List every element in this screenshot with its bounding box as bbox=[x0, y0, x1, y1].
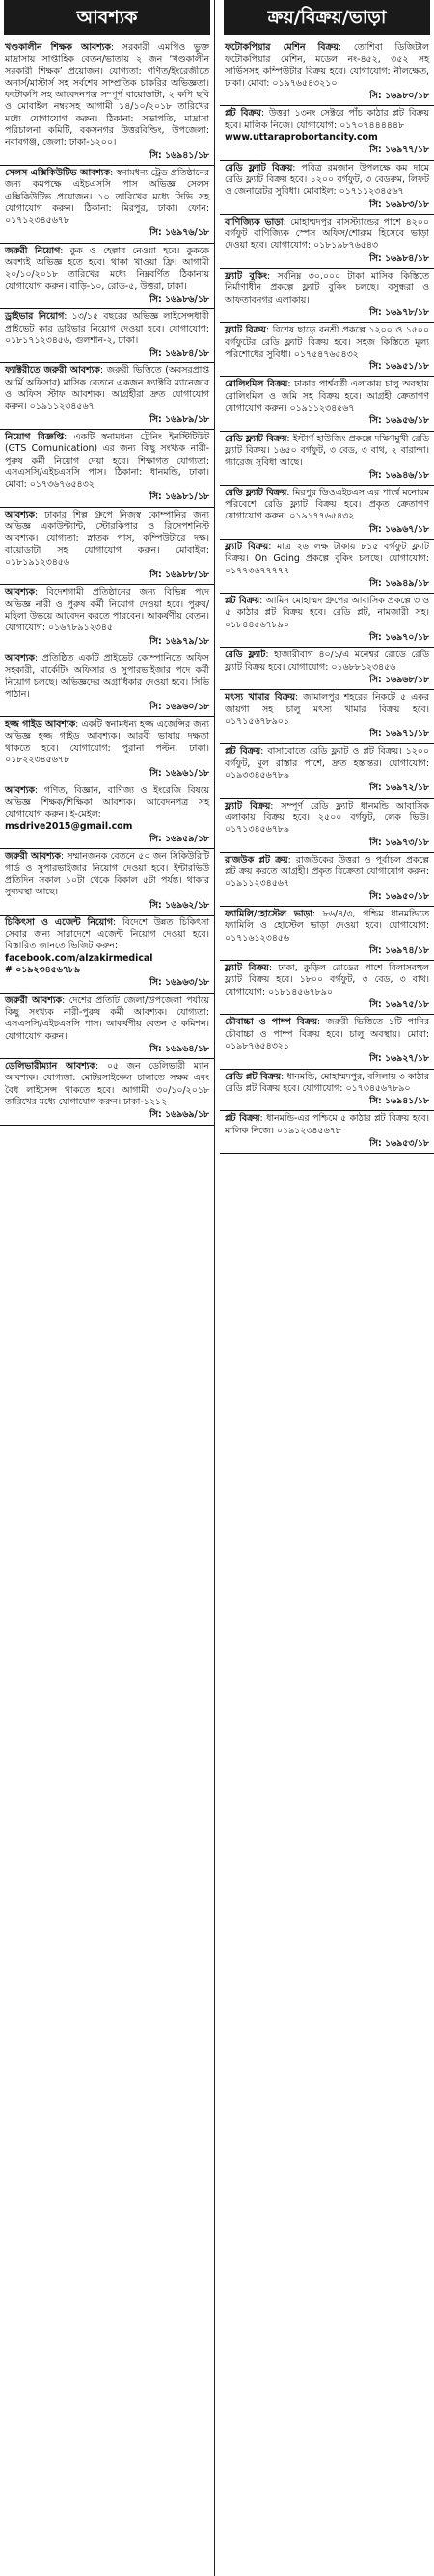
classified-ad bbox=[0, 508, 214, 586]
ad-reference-number: সি: ১৬৯৮৬/১৮ bbox=[149, 293, 209, 305]
ad-reference-number: সি: ১৬৯৮১/১৮ bbox=[149, 491, 209, 503]
ad-body: : একটি স্বনামধন্য ট্রেনিং ইনস্টিটিউট (GTS Comunication) এর জন্য কিছু সংখ্যক নারী-পুরুষ কর্মী নিয়োগ দেয়া হবে। শিক্ষাগত যোগ্যতা: এসএসসি/এইচএসসি পাস। ঠিকানা: ধানমন্ডি, ঢাকা। মোবা: ০১৭৩৬৭৬৫৪৩২ bbox=[5, 431, 209, 491]
classified-ad bbox=[220, 106, 434, 160]
ad-reference-number: সি: ১৬৯৫৩/১৮ bbox=[369, 1138, 429, 1150]
ad-body: : ধানমন্ডি-এর পশ্চিমে ৫ কাঠার প্লট বিক্রয় হবে। মালিক নিজে। ০১৯১২৩৪৫৬৭৮ bbox=[225, 1113, 429, 1136]
ad-reference-number: সি: ১৬৯৪১/১৮ bbox=[149, 149, 209, 161]
classified-ad bbox=[0, 717, 214, 783]
ad-body: : মিরপুর ডিওএইচএস এর পার্শ্বে মনোরম পরিবেশে রেডি ফ্ল্যাট বিক্রয় হবে। প্রকৃত ক্রেতাগণ যোগাযোগ করুন: ০১৯১৭৭৬৫৪৩২ bbox=[225, 487, 429, 522]
ad-reference-number: সি: ১৬৯৬২/১৮ bbox=[149, 899, 209, 911]
ad-title: বাণিজ্যিক ভাড়া bbox=[225, 216, 284, 227]
ad-reference-number: সি: ১৬৯৫১/১৮ bbox=[369, 361, 429, 373]
ad-reference-number: সি: ১৬৯৬০/১৮ bbox=[149, 702, 209, 713]
classified-ad bbox=[220, 648, 434, 690]
ad-reference-number: সি: ১৬৯৬৭/১৮ bbox=[369, 523, 429, 535]
classified-ad bbox=[220, 161, 434, 215]
ad-title: ডেলিভারীম্যান আবশ্যক bbox=[5, 1061, 96, 1073]
classified-ad bbox=[0, 994, 214, 1059]
ad-body: : পবিত্র রমজান উপলক্ষে কম দামে রেডি ফ্ল্যাট বিক্রয় হবে। ১২০০ বর্গফুট, ৩ বেডরুম, লিফট ও জেনারেটর সুবিধা। মোবাইল: ০১৭১১২৩৪৫৬৭ bbox=[225, 162, 429, 198]
classified-ad bbox=[220, 377, 434, 431]
ad-reference-number: সি: ১৬৯৭৬/১৮ bbox=[149, 227, 209, 239]
ad-reference-number: সি: ১৬৯৭১/১৮ bbox=[369, 729, 429, 740]
ad-reference-number: সি: ১৬৯৭০/১৮ bbox=[369, 632, 429, 644]
classified-ad bbox=[220, 1015, 434, 1069]
classified-ad bbox=[0, 783, 214, 849]
ad-title: ফ্ল্যাট বুকিং bbox=[225, 271, 268, 282]
classified-ad bbox=[0, 916, 214, 994]
classified-ad bbox=[0, 849, 214, 915]
ad-reference-number: সি: ১৬৯৬৯/১৮ bbox=[149, 1109, 209, 1121]
ad-body: : বিশেষ ছাড়ে বনশ্রী প্রকল্পে ১২০০ ও ১৫০০ বর্গফুটের রেডি ফ্ল্যাট বিক্রয় হবে। সহজ কিস্তিতে মূল্য পরিশোধের সুবিধা। ০১৭৫৪৭৬৫৪৩২ bbox=[225, 325, 429, 359]
ad-body: : সর্বনিম্ন ৩০,০০০ টাকা মাসিক কিস্তিতে নির্মাণাধীন প্রকল্পে ফ্ল্যাট বুকিং চলছে। বসুন্ধরা ও আফতাবনগর এলাকায়। bbox=[225, 271, 429, 305]
ad-body: : বাসাবোতে রেডি ফ্ল্যাট ও প্লট বিক্রয়। ১২০০ বর্গফুট, মূল রাস্তার পাশে, দ্রুত হস্তান্তর। যোগাযোগ: ০১৯৩৩৪৫৬৭৮৯ bbox=[225, 746, 429, 782]
ad-body: : জরুরী ভিত্তিতে (অবসরপ্রাপ্ত আর্মি অফিসার) মাসিক বেতনে একজন ফ্যাক্টরি ম্যানেজার ও অফিস স্টাফ আবশ্যক। আগ্রহীরা দ্রুত যোগাযোগ করুন। ০১৯১১২৩৪৫৬৭ bbox=[5, 365, 210, 412]
ad-title: খণ্ডকালীন শিক্ষক আবশ্যক bbox=[5, 42, 111, 53]
ad-title: সেলস এক্সিকিউটিভ আবশ্যক bbox=[5, 167, 111, 178]
classified-ad bbox=[0, 651, 214, 717]
right-column bbox=[220, 0, 434, 2576]
classified-ad bbox=[220, 961, 434, 1015]
ad-body: : বিদেশে উন্নত চিকিৎসা সেবার জন্য সারাদেশে এজেন্ট নিয়োগ দেওয়া হবে। বিস্তারিত জানতে ভিজিট করুন: bbox=[5, 916, 209, 952]
ad-title: জরুরী আবশ্যক bbox=[5, 851, 61, 863]
ad-body: : ইস্টার্ণ হাউজিং প্রকল্পে দক্ষিণমুখী রেডি ফ্ল্যাট বিক্রয়। ১৬৫০ বর্গফুট, ৩ বেড, ৩ বাথ, ২ বারান্দা। গ্যারেজ সুবিধা আছে। bbox=[225, 433, 430, 468]
classified-ad bbox=[220, 40, 434, 106]
ad-body: : ঢাকার শিল্প গ্রুপে নিজস্ব কোম্পানির জন্য অভিজ্ঞ একাউন্ট্যান্ট, স্টোরকিপার ও রিসেপশনিস্ট আবশ্যক। যোগ্যতা: স্নাতক পাস, কম্পিউটারে দক্ষ। বায়োডাটা সহ যোগাযোগ করুন। মোবাইল: ০১৮১৯১২৩৪৫৬ bbox=[5, 509, 209, 568]
ad-body: : ০৫ জন ডেলিভারী ম্যান আবশ্যক। যোগ্যতা: মোটরসাইকেল চালাতে সক্ষম এবং বৈধ লাইসেন্স থাকতে হবে। আগামী ৩০/১০/২০১৮ তারিখের মধ্যে যোগাযোগ করুন। ঢাকা-১২১২ bbox=[5, 1061, 209, 1108]
classified-ad bbox=[220, 1070, 434, 1112]
ad-title: হজ্জ গাইড আবশ্যক bbox=[5, 719, 76, 730]
ad-website[interactable]: www.uttaraprobortancity.com bbox=[225, 132, 378, 144]
ad-reference-number: সি: ১৬৯৪১/১৮ bbox=[369, 1096, 429, 1107]
ad-body: : সম্মানজনক বেতনে ৫০ জন সিকিউরিটি গার্ড ও সুপারভাইজার নিয়োগ দেওয়া হবে। ইন্টারভিউ প্রতিদিন সকাল ১০টা থেকে বিকাল ৫টা পর্যন্ত। থাকার সুব্যবস্থা আছে। bbox=[5, 851, 209, 898]
ad-title: রাজউক প্লট ক্রয় bbox=[225, 854, 288, 865]
ad-body: : ৮৬/৪/৩, পশ্চিম ধানমন্ডিতে ফ্যামিলি ও হোস্টেল ভাড়া দেওয়া হবে। যোগাযোগ: ০১৭১৬১২৩৪৫৬ bbox=[225, 909, 430, 943]
classified-ad bbox=[220, 907, 434, 961]
classified-ad bbox=[220, 540, 434, 594]
ad-reference-number: সি: ১৬৯৭৩/১৮ bbox=[369, 837, 429, 848]
classified-ad bbox=[0, 430, 214, 508]
ad-reference-number: সি: ১৬৯৭৭/১৮ bbox=[369, 145, 429, 156]
classified-ad bbox=[220, 432, 434, 486]
ad-reference-number: সি: ১৬৯৫৯/১৮ bbox=[149, 834, 209, 845]
ad-title: প্লট বিক্রয় bbox=[225, 1113, 260, 1125]
ad-reference-number: সি: ১৬৯২৭/১৮ bbox=[369, 1053, 429, 1065]
ad-title: প্লট বিক্রয় bbox=[225, 596, 260, 607]
ad-title: আবশ্যক bbox=[5, 587, 35, 598]
ad-reference-number: সি: ১৬৯৮৪/১৮ bbox=[149, 348, 209, 359]
ad-body: : ধানমন্ডি, মোহাম্মদপুর, বসিলায় ৩ কাঠার রেডি প্লট বিক্রয় হবে। যোগাযোগ: ০১৭৩৪৫৬৭৮৯০ bbox=[225, 1071, 429, 1094]
classified-ad bbox=[220, 744, 434, 798]
ad-title: চৌবাচ্চা ও পাম্প বিক্রয় bbox=[225, 1017, 318, 1028]
ad-reference-number: সি: ১৬৯৮৩/১৮ bbox=[369, 199, 429, 210]
ad-body: : মাত্র ২৬ লক্ষ টাকায় ৮১৫ বর্গফুট ফ্ল্যাট বিক্রয়। On Going প্রকল্পে বুকিং চলছে। যোগাযোগ: ০১৭৭৩৬৭৭৭৭৭ bbox=[225, 541, 429, 576]
ad-reference-number: সি: ১৬৯৭৮/১৮ bbox=[369, 306, 429, 318]
ad-reference-number: সি: ১৬৯৭৪/১৮ bbox=[369, 944, 429, 956]
classified-ad bbox=[0, 1059, 214, 1125]
classified-ad bbox=[220, 853, 434, 907]
ad-title: রেডি ফ্ল্যাট bbox=[225, 650, 266, 661]
classified-ad bbox=[0, 309, 214, 363]
ad-body: : জরুরী ভিত্তিতে ১টি পানির চৌবাচ্চা ও পাম্প বিক্রয় হবে। চালু অবস্থায়। মোবা: ০১৯৮৭৬৫৪৩২১ bbox=[225, 1017, 429, 1051]
ad-reference-number: সি: ১৬৯৬৪/১৮ bbox=[149, 1043, 209, 1054]
ad-reference-number: সি: ১৬৯৬৩/১৮ bbox=[149, 977, 209, 989]
ad-reference-number: সি: ১৬৯৫০/১৮ bbox=[369, 890, 429, 902]
ad-reference-number: সি: ১৬৯৮৮/১৮ bbox=[149, 570, 209, 581]
ad-reference-number: সি: ১৬৯৭৫/১৮ bbox=[369, 999, 429, 1011]
ad-body: : সম্পূর্ণ রেডি ফ্ল্যাট ধানমন্ডি আবাসিক এলাকায় বিক্রয় হবে। ২৫০০ বর্গফুট, লেক ভিউ। ০১৭১৩৪৫৬৭৮৯ bbox=[225, 800, 429, 836]
ad-reference-number: সি: ১৬৯৬৮/১৮ bbox=[369, 674, 429, 685]
ad-title: ফ্ল্যাট বিক্রয় bbox=[225, 325, 266, 336]
ad-title: জরুরী আবশ্যক bbox=[5, 995, 63, 1006]
classified-ad bbox=[0, 166, 214, 244]
classified-ad bbox=[0, 363, 214, 429]
ad-title: রেডি ফ্ল্যাট বিক্রয় bbox=[225, 487, 287, 498]
classified-ad bbox=[220, 323, 434, 377]
ad-body: : জামালপুর শহরের নিকটে ৫ একর জায়গা সহ চালু মৎস্য খামার বিক্রয় হবে। ০১৭১৫৬৭৮৯০১ bbox=[225, 692, 429, 727]
ad-body: : স্বনামধন্য ট্রেড প্রতিষ্ঠানের জন্য কমপক্ষে এইচএসসি পাস অভিজ্ঞ সেলস এক্সিকিউটিভ প্রয়োজন। ১০ তারিখের মধ্যে সিভি সহ যোগাযোগ করুন। ঠিকানা: মিরপুর, ঢাকা। ফোন: ০১৭১২৩৪৫৬৭৮ bbox=[5, 167, 209, 226]
ad-title: আবশ্যক bbox=[5, 509, 35, 520]
classified-ad bbox=[220, 486, 434, 540]
classified-ad bbox=[220, 594, 434, 648]
ad-reference-number: সি: ১৬৯৭২/১৮ bbox=[369, 783, 429, 794]
ad-body: : একটি স্বনামধন্য হজ্জ এজেন্সির জন্য অভিজ্ঞ হজ্জ গাইড আবশ্যক। আরবী ভাষায় দক্ষতা থাকতে হবে। যোগাযোগ: পুরানা পল্টন, ঢাকা। ০১৮২২৩৪৫৬৭৮ bbox=[5, 719, 209, 766]
ad-reference-number: সি: ১৬৯৭৯/১৮ bbox=[149, 635, 209, 647]
ad-reference-number: সি: ১৬৯৪৯/১৮ bbox=[369, 577, 429, 589]
ad-title: ফ্ল্যাট বিক্রয় bbox=[225, 541, 269, 552]
ad-title: নিয়োগ বিজ্ঞপ্তি bbox=[5, 431, 65, 442]
ad-body: : ঢাকা, কুড়িল রোডের পাশে বিলাসবহুল ফ্ল্যাট বিক্রয় হবে। ১৮০০ বর্গফুট, ৩ বেড, ৩ বাথ। যোগাযোগ: ০১৮১৪৫৬৭৮৯০ bbox=[225, 963, 429, 997]
classified-ad bbox=[220, 1111, 434, 1154]
ad-body: : গণিত, বিজ্ঞান, বাণিজ্য ও ইংরেজি বিষয়ে অভিজ্ঞ শিক্ষক/শিক্ষিকা আবশ্যক। আবেদনপত্র সহ যোগাযোগ করুন। ই-মেইল: bbox=[5, 784, 209, 820]
ad-title: মৎস্য খামার বিক্রয় bbox=[225, 692, 295, 704]
ad-title: রেডি ফ্ল্যাট বিক্রয় bbox=[225, 162, 293, 173]
ad-title: ফ্ল্যাট বিক্রয় bbox=[225, 800, 271, 811]
ad-body: : রাজউকের উত্তরা ও পূর্বাচল প্রকল্পে প্লট ক্রয় করতে আগ্রহী। প্রকৃত বিক্রেতা যোগাযোগ করুন: ০১৯১১২৩৪৫৬৭ bbox=[225, 854, 429, 890]
left-ads-list bbox=[0, 40, 214, 1126]
ad-title: আবশ্যক bbox=[5, 652, 35, 664]
ad-title: প্লট বিক্রয় bbox=[225, 108, 261, 120]
classified-ad bbox=[220, 215, 434, 269]
classified-ad bbox=[0, 244, 214, 309]
ad-title: ফ্যাক্টরীতে জরুরী আবশ্যক bbox=[5, 365, 100, 377]
ad-body: : মোহাম্মদপুর বাসস্ট্যান্ডের পাশে ৪২০০ বর্গফুট বাণিজ্যিক স্পেস অফিস/শোরুম হিসেবে ভাড়া দেওয়া হবে। যোগাযোগ: ০১৮১৯৮৭৬৫৪৩ bbox=[225, 216, 430, 252]
ad-title: আবশ্যক bbox=[5, 784, 35, 796]
ad-reference-number: সি: ১৬৯৪৬/১৮ bbox=[369, 469, 429, 481]
ad-reference-number: সি: ১৬৯৫৬/১৮ bbox=[369, 415, 429, 427]
right-ads-list bbox=[220, 40, 434, 1154]
ad-title: ফ্ল্যাট বিক্রয় bbox=[225, 963, 269, 974]
ad-reference-number: সি: ১৬৯৮৪/১৮ bbox=[369, 252, 429, 264]
left-column bbox=[0, 0, 215, 2576]
ad-title: রোলিংমিল বিক্রয় bbox=[225, 379, 288, 390]
ad-body: : আমিন মোহাম্মদ গ্রুপের আবাসিক প্রকল্পে ৩ ও ৫ কাঠার প্লট বিক্রয় হবে। রেডি প্লট, নামজারী সহ। ০১৮৪৪৫৬৭৮৯০ bbox=[225, 596, 429, 630]
ad-body: : বিদেশগামী প্রতিষ্ঠানের জন্য বিভিন্ন পদে অভিজ্ঞ নারী ও পুরুষ কর্মী নিয়োগ দেওয়া হবে। পুরুষ/মহিলা উভয়ে আবেদন করতে পারবেন। আকর্ষণীয় বেতন। যোগাযোগ: ০১৬৭৮৯১২৩৪৫ bbox=[5, 587, 209, 634]
section-header-wanted: আবশ্যক bbox=[4, 0, 210, 35]
ad-title: রেডি প্লট বিক্রয় bbox=[225, 1071, 282, 1082]
ad-body: : প্রতিষ্ঠিত একটি প্রাইভেট কোম্পানিতে অফিস সহকারী, মার্কেটিং অফিসার ও সুপারভাইজার পদে কর্মী নিয়োগ চলছে। অভিজ্ঞদের অগ্রাধিকার দেওয়া হবে। সিভি পাঠান। bbox=[5, 652, 209, 700]
ad-title: জরুরী নিয়োগ bbox=[5, 245, 61, 256]
ad-body: : কুক ও হেল্পার নেওয়া হবে। কুককে অবশ্যই অভিজ্ঞ হতে হবে। থাকা খাওয়া ফ্রি। আগামী ২০/১০/২০১৮ তারিখের মধ্যে নিম্নবর্ণিত ঠিকানায় যোগাযোগ করুন। বাড়ি-১০, রোড-৫, উত্তরা, ঢাকা। bbox=[5, 245, 209, 292]
classified-ad bbox=[0, 585, 214, 651]
ad-title: রেডি ফ্ল্যাট বিক্রয় bbox=[225, 433, 287, 444]
ad-body: : ঢাকার পার্শ্ববর্তী এলাকায় চালু অবস্থায় রোলিংমিল ও জমি সহ বিক্রয় হবে। আগ্রহী ক্রেতাগণ যোগাযোগ করুন। ০১৯১১২৩৪৫৬৭ bbox=[225, 379, 429, 414]
ad-phone: # ০১৯২৩৪৫৬৭৮৯ bbox=[5, 965, 81, 976]
classified-ad bbox=[0, 40, 214, 166]
ad-email[interactable]: msdrive2015@gmail.com bbox=[5, 820, 133, 832]
classified-ad bbox=[220, 269, 434, 323]
ad-body: : দেশের প্রতিটি জেলা/উপজেলা পর্যায়ে কিছু সংখ্যক নারী-পুরুষ কর্মী আবশ্যক। যোগ্যতা: এসএসসি/এইচএসসি পাস। আকর্ষণীয় বেতন ও কমিশন। যোগাযোগ করুন। bbox=[5, 995, 209, 1042]
ad-title: ফটোকপিয়ার মেশিন বিক্রয় bbox=[225, 42, 339, 53]
ad-body: : সরকারী এমপিও ভুক্ত মাদ্রাসায় সাপ্তাহিক বেতন/ভাতায় ২ জন ‘খণ্ডকালীন সরকারী শিক্ষক’ প্রয়োজন। যোগ্যতা: গণিত/ইংরেজীতে অনার্স/মাস্টার্স সহ সর্বশেষ সাম্প্রতিক চাকরির অভিজ্ঞতা। ফটোকপি সহ আবেদনপত্র সম্পূর্ণ বায়োডাটা, ২ কপি ছবি ও মোবাইল নম্বরসহ আগামী ১৪/১০/২০১৮ তারিখের মধ্যে যোগাযোগ করুন। ঠিকানা: সভাপতি, মাদ্রাসা পরিচালনা কমিটি, বকসনগর উত্তরবিল্ডিং, উপজেলা: নবাবগঞ্জ, জেলা: ঢাকা-১২০০। bbox=[5, 42, 209, 148]
ad-title: চিকিৎসা ও এজেন্ট নিয়োগ bbox=[5, 916, 114, 928]
classified-ad bbox=[220, 799, 434, 853]
ad-title: ফ্যামিলি/হোস্টেল ভাড়া bbox=[225, 909, 312, 919]
ad-body: : ১৩/১৫ বছরের অভিজ্ঞ লাইসেন্সধারী প্রাইভেট কার ড্রাইভার নিয়োগ দেওয়া হবে। যোগাযোগ: ০১৮১৭১২৩৪৫৬, গুলশান-২, ঢাকা। bbox=[5, 311, 209, 346]
ad-body: : তোশিবা ডিজিটাল ফটোকপিয়ার মেশিন, মডেল নং-৪৫২, ৩৫২ সহ সার্ভিসসহ কম্পিউটার বিক্রয় হবে। যোগাযোগ: নীলক্ষেত, ঢাকা। মোবা: ০১৯৭৬৫৪৩২১০ bbox=[225, 42, 429, 89]
ad-reference-number: সি: ১৬৯৮০/১৮ bbox=[369, 91, 429, 102]
ad-body: : হাজারীবাগ ৪০/১/এ মনেশ্বর রোডে রেডি ফ্ল্যাট বিক্রয় হবে। যোগাযোগ: ০১৬৮৮১২৩৪৫৬ bbox=[225, 650, 429, 673]
ad-body: : উত্তরা ১৩নং সেক্টরে পাঁচ কাঠার প্লট বিক্রয় হবে। মালিক নিজে। যোগাযোগ: ০১৭০৭৪৪৪৪৪৮ bbox=[225, 108, 429, 131]
ad-title: প্লট বিক্রয় bbox=[225, 746, 261, 757]
section-header-buy-sell-rent: ক্রয়/বিক্রয়/ভাড়া bbox=[224, 0, 430, 35]
classified-ad bbox=[220, 690, 434, 744]
ad-website[interactable]: facebook.com/alzakirmedical bbox=[5, 952, 153, 964]
ad-reference-number: সি: ১৬৯৮৯/১৮ bbox=[149, 413, 209, 425]
ad-title: ড্রাইভার নিয়োগ bbox=[5, 311, 65, 323]
ad-reference-number: সি: ১৬৯৬১/১৮ bbox=[149, 767, 209, 779]
